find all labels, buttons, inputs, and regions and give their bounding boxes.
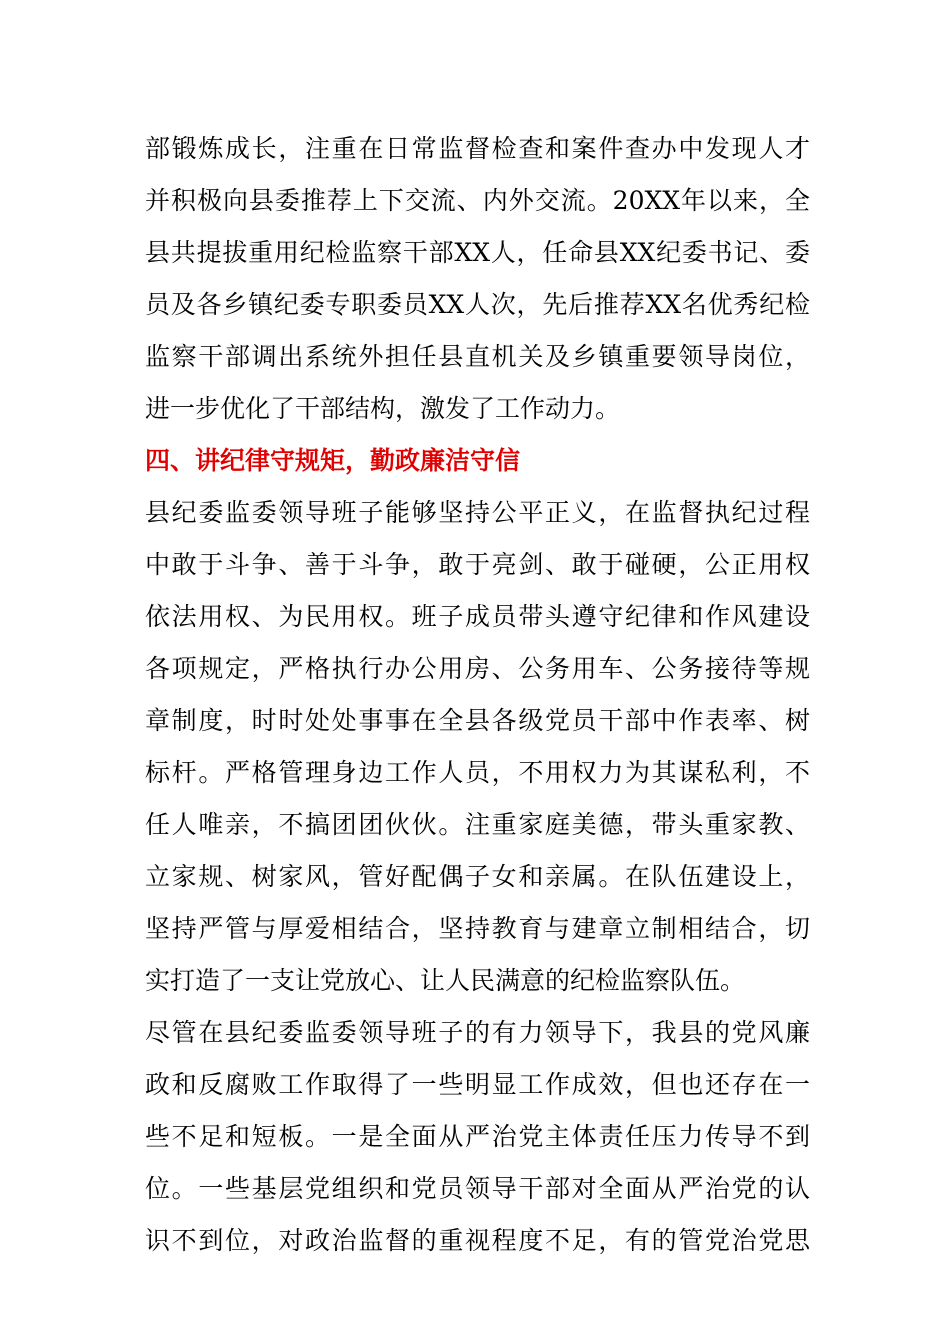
paragraph-shortcomings <box>145 1007 810 1267</box>
text-line: 识不到位，对政治监督的重视程度不足，有的管党治党思 <box>145 1226 810 1255</box>
text-line: 监察干部调出系统外担任县直机关及乡镇重要领导岗位， <box>145 342 810 371</box>
text-line: 依法用权、为民用权。班子成员带头遵守纪律和作风建设 <box>145 602 810 631</box>
text-line: 尽管在县纪委监委领导班子的有力领导下，我县的党风廉 <box>145 1018 810 1047</box>
text-line: 县纪委监委领导班子能够坚持公平正义，在监督执纪过程 <box>145 498 810 527</box>
text-line: 任人唯亲，不搞团团伙伙。注重家庭美德，带头重家教、 <box>145 810 810 839</box>
paragraph-talent-cultivation <box>145 123 810 435</box>
document-body <box>145 123 810 1267</box>
text-line: 中敢于斗争、善于斗争，敢于亮剑、敢于碰硬，公正用权 <box>145 550 810 579</box>
paragraph-discipline <box>145 487 810 1007</box>
text-line: 部锻炼成长，注重在日常监督检查和案件查办中发现人才 <box>145 134 810 163</box>
text-line: 进一步优化了干部结构，激发了工作动力。 <box>145 394 621 423</box>
text-line: 各项规定，严格执行办公用房、公务用车、公务接待等规 <box>145 654 810 683</box>
text-line: 立家规、树家风，管好配偶子女和亲属。在队伍建设上， <box>145 862 810 891</box>
text-line: 实打造了一支让党放心、让人民满意的纪检监察队伍。 <box>145 966 746 995</box>
text-line: 标杆。严格管理身边工作人员，不用权力为其谋私利，不 <box>145 758 810 787</box>
text-line: 县共提拔重用纪检监察干部XX人，任命县XX纪委书记、委 <box>145 238 810 267</box>
text-line: 并积极向县委推荐上下交流、内外交流。20XX年以来，全 <box>145 186 810 215</box>
text-line: 章制度，时时处处事事在全县各级党员干部中作表率、树 <box>145 706 810 735</box>
text-line: 员及各乡镇纪委专职委员XX人次，先后推荐XX名优秀纪检 <box>145 290 810 319</box>
text-line: 位。一些基层党组织和党员领导干部对全面从严治党的认 <box>145 1174 810 1203</box>
text-line: 些不足和短板。一是全面从严治党主体责任压力传导不到 <box>145 1122 810 1151</box>
text-line: 政和反腐败工作取得了一些明显工作成效，但也还存在一 <box>145 1070 810 1099</box>
text-line: 坚持严管与厚爱相结合，坚持教育与建章立制相结合，切 <box>145 914 810 943</box>
section-heading: 四、讲纪律守规矩，勤政廉洁守信 <box>145 446 521 475</box>
